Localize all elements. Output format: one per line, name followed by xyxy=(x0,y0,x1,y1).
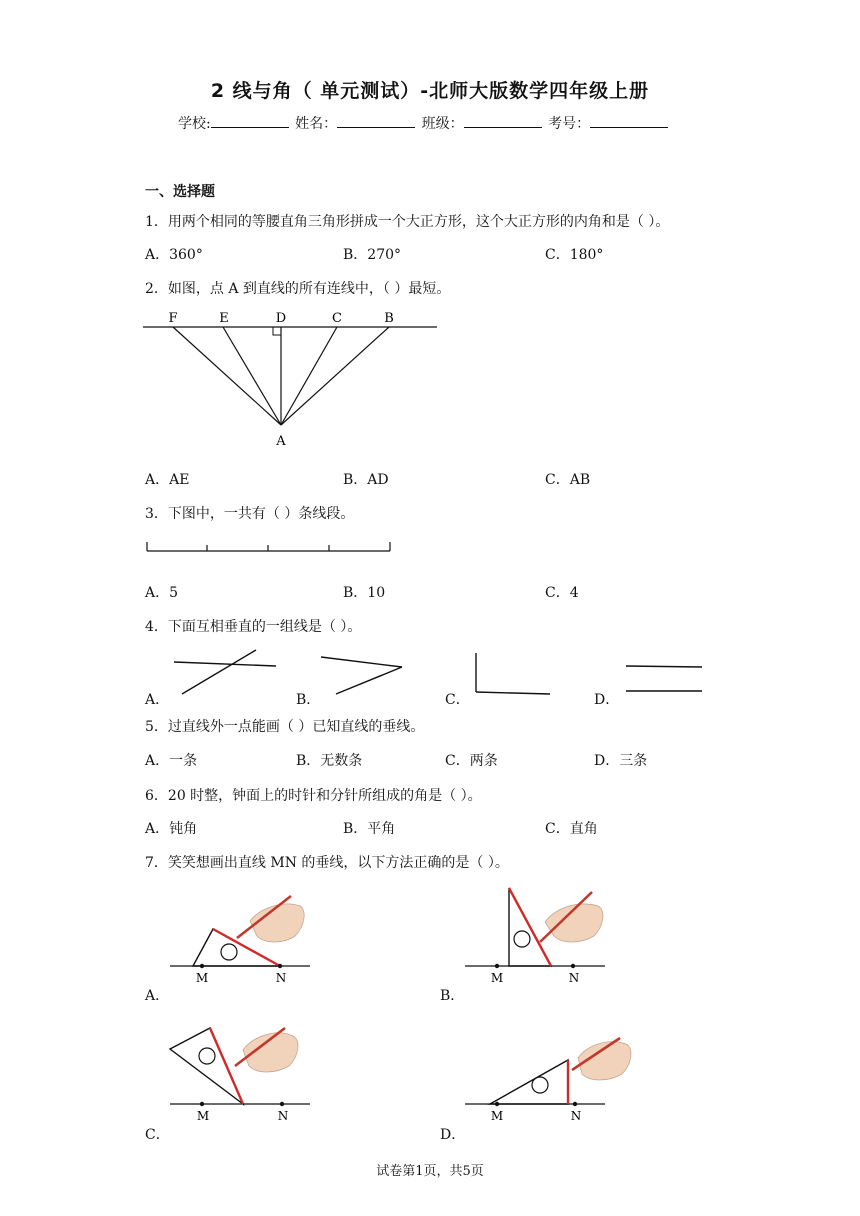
q7-figure-d xyxy=(460,1034,640,1126)
q7-figure-c xyxy=(165,1024,315,1126)
q7a-label-n: N xyxy=(275,971,287,985)
q7c-label-m: M xyxy=(196,1109,210,1123)
question-7: 7．笑笑想画出直线 MN 的垂线，以下方法正确的是（ ）。 xyxy=(145,855,509,871)
label-d: D xyxy=(275,311,287,326)
point-line-figure xyxy=(140,308,445,454)
label-f: F xyxy=(168,311,178,326)
q4-option-c: C． xyxy=(445,692,470,708)
name-blank xyxy=(337,113,415,128)
q7-option-c: C． xyxy=(145,1127,170,1143)
q2-option-b: B．AD xyxy=(343,472,389,488)
school-blank xyxy=(211,113,289,128)
q5-option-b: B．无数条 xyxy=(296,753,363,769)
hand-icon xyxy=(540,892,603,942)
q4-figure-c xyxy=(470,650,554,698)
q4-option-d: D． xyxy=(594,692,620,708)
page-footer: 试卷第1页，共5页 xyxy=(376,1164,484,1179)
q7-option-b: B． xyxy=(440,988,465,1004)
q7-option-d: D． xyxy=(440,1127,466,1143)
q4-figure-b xyxy=(318,652,406,698)
label-a: A xyxy=(276,434,286,449)
q4-option-b: B． xyxy=(296,692,321,708)
q3-option-b: B．10 xyxy=(343,585,386,601)
q7b-label-m: M xyxy=(490,971,504,985)
class-blank xyxy=(464,113,542,128)
q6-option-b: B．平角 xyxy=(343,821,396,837)
question-2: 2．如图，点 A 到直线的所有连线中，（ ）最短。 xyxy=(145,281,451,297)
q3-option-a: A．5 xyxy=(145,585,179,601)
question-6: 6．20 时整，钟面上的时针和分针所组成的角是（ ）。 xyxy=(145,788,482,804)
number-blank xyxy=(590,113,668,128)
q5-option-a: A．一条 xyxy=(145,753,198,769)
question-1: 1．用两个相同的等腰直角三角形拼成一个大正方形，这个大正方形的内角和是（ ）。 xyxy=(145,214,670,230)
q1-option-a: A．360° xyxy=(145,247,203,263)
q6-option-a: A．钝角 xyxy=(145,821,198,837)
label-e: E xyxy=(219,311,229,326)
q7-figure-b xyxy=(460,884,610,986)
school-label: 学校: xyxy=(178,116,211,132)
q7c-label-n: N xyxy=(277,1109,289,1123)
q5-option-d: D．三条 xyxy=(594,753,648,769)
page-title: 2 线与角（ 单元测试）-北师大版数学四年级上册 xyxy=(210,80,650,102)
name-label: 姓名： xyxy=(295,116,338,132)
hand-icon xyxy=(235,1028,298,1072)
hand-icon xyxy=(572,1038,631,1080)
q7a-label-m: M xyxy=(195,971,209,985)
question-5: 5．过直线外一点能画（ ）已知直线的垂线。 xyxy=(145,719,425,735)
q5-option-c: C．两条 xyxy=(445,753,498,769)
q1-option-b: B．270° xyxy=(343,247,402,263)
q7b-label-n: N xyxy=(568,971,580,985)
question-3: 3．下图中，一共有（ ）条线段。 xyxy=(145,506,355,522)
q1-option-c: C．180° xyxy=(545,247,604,263)
q7d-label-m: M xyxy=(490,1109,504,1123)
q3-option-c: C．4 xyxy=(545,585,579,601)
segment-figure xyxy=(140,538,400,558)
q4-figure-d xyxy=(622,660,706,698)
question-4: 4．下面互相垂直的一组线是（ ）。 xyxy=(145,619,362,635)
q6-option-c: C．直角 xyxy=(545,821,598,837)
q2-option-a: A．AE xyxy=(145,472,190,488)
section-heading: 一、选择题 xyxy=(145,184,215,200)
q4-figure-a xyxy=(170,648,280,698)
q7d-label-n: N xyxy=(570,1109,582,1123)
class-label: 班级： xyxy=(421,116,464,132)
q7-option-a: A． xyxy=(145,988,170,1004)
number-label: 考号： xyxy=(548,116,591,132)
q2-option-c: C．AB xyxy=(545,472,591,488)
hand-icon xyxy=(237,896,304,942)
q7-figure-a xyxy=(165,886,315,986)
q4-option-a: A． xyxy=(145,692,170,708)
label-b: B xyxy=(384,311,394,326)
label-c: C xyxy=(332,311,342,326)
student-info-line xyxy=(178,113,670,133)
